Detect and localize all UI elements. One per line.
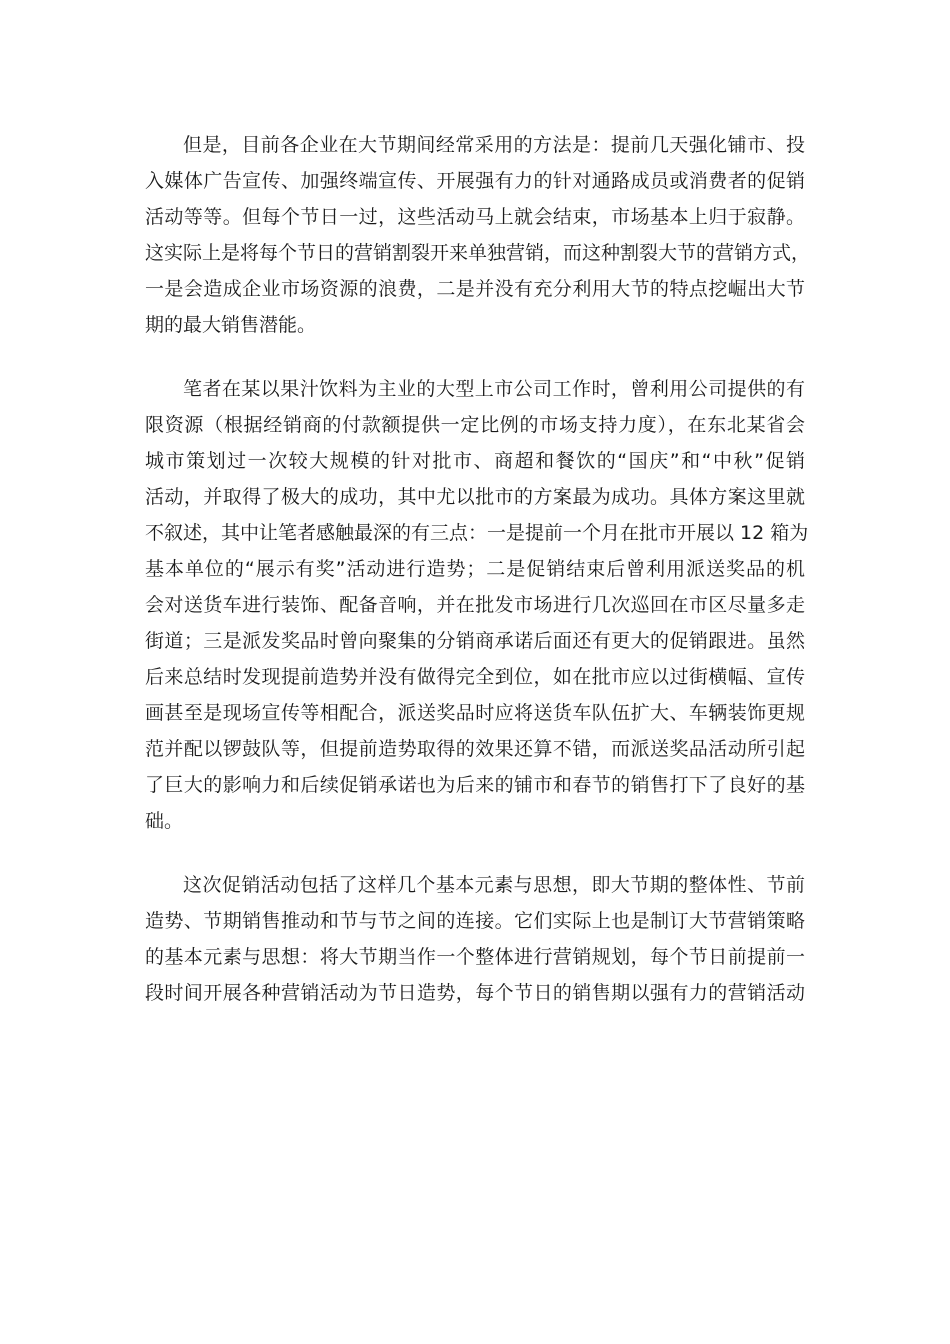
paragraph-line: 但是，目前各企业在大节期间经常采用的方法是：提前几天强化铺市、投 xyxy=(183,134,805,156)
paragraph-line: 期的最大销售潜能。 xyxy=(145,314,317,336)
paragraph-line: 街道；三是派发奖品时曾向聚集的分销商承诺后面还有更大的促销跟进。虽然 xyxy=(145,630,805,652)
paragraph-line: 活动等等。但每个节日一过，这些活动马上就会结束，市场基本上归于寂静。 xyxy=(145,206,805,228)
paragraph-line: 活动，并取得了极大的成功，其中尤以批市的方案最为成功。具体方案这里就 xyxy=(145,486,805,508)
paragraph-line: 造势、节期销售推动和节与节之间的连接。它们实际上也是制订大节营销策略 xyxy=(145,910,805,932)
paragraph-line: 一是会造成企业市场资源的浪费，二是并没有充分利用大节的特点挖崛出大节 xyxy=(145,278,805,300)
paragraph-line: 础。 xyxy=(145,810,184,832)
paragraph-line: 范并配以锣鼓队等，但提前造势取得的效果还算不错，而派送奖品活动所引起 xyxy=(145,738,805,760)
paragraph-line: 了巨大的影响力和后续促销承诺也为后来的铺市和春节的销售打下了良好的基 xyxy=(145,774,805,796)
paragraph-line: 不叙述，其中让笔者感触最深的有三点：一是提前一个月在批市开展以 12 箱为 xyxy=(145,522,809,544)
paragraph xyxy=(145,127,811,343)
paragraph-line: 笔者在某以果汁饮料为主业的大型上市公司工作时，曾利用公司提供的有 xyxy=(183,378,805,400)
paragraph xyxy=(145,867,805,1011)
paragraph-line: 会对送货车进行装饰、配备音响，并在批发市场进行几次巡回在市区尽量多走 xyxy=(145,594,805,616)
paragraph-line: 后来总结时发现提前造势并没有做得完全到位，如在批市应以过街横幅、宣传 xyxy=(145,666,805,688)
paragraph-line: 段时间开展各种营销活动为节日造势，每个节日的销售期以强有力的营销活动 xyxy=(145,982,805,1004)
paragraph-line: 入媒体广告宣传、加强终端宣传、开展强有力的针对通路成员或消费者的促销 xyxy=(145,170,805,192)
paragraph-line: 城市策划过一次较大规模的针对批市、商超和餐饮的“国庆”和“中秋”促销 xyxy=(145,450,805,472)
paragraph-line: 画甚至是现场宣传等相配合，派送奖品时应将送货车队伍扩大、车辆装饰更规 xyxy=(145,702,805,724)
paragraph-line: 基本单位的“展示有奖”活动进行造势；二是促销结束后曾利用派送奖品的机 xyxy=(145,558,805,580)
document-body xyxy=(145,127,811,1039)
paragraph xyxy=(145,371,809,839)
paragraph-line: 限资源（根据经销商的付款额提供一定比例的市场支持力度），在东北某省会 xyxy=(145,414,805,436)
paragraph-line: 的基本元素与思想：将大节期当作一个整体进行营销规划，每个节日前提前一 xyxy=(145,946,805,968)
paragraph-line: 这实际上是将每个节日的营销割裂开来单独营销，而这种割裂大节的营销方式， xyxy=(145,242,811,264)
paragraph-line: 这次促销活动包括了这样几个基本元素与思想，即大节期的整体性、节前 xyxy=(183,874,805,896)
